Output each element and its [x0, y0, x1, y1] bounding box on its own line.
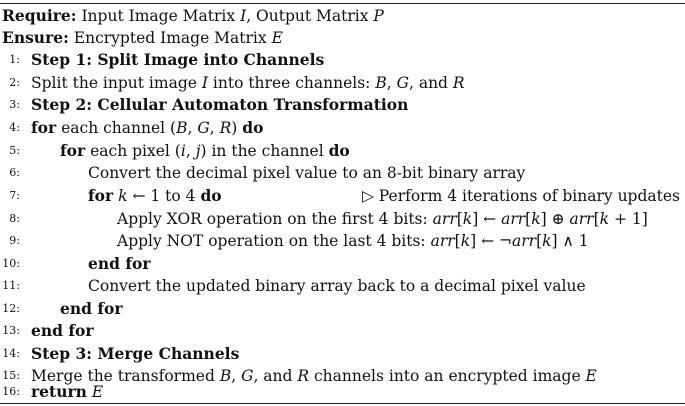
text: Convert the decimal pixel value to an 8-bit binary array: [88, 164, 526, 182]
var: arr: [512, 232, 537, 250]
var: R: [297, 367, 310, 385]
text: ) in the channel: [200, 142, 329, 160]
keyword: for: [31, 118, 57, 137]
keyword: for: [60, 141, 86, 160]
text: ,: [187, 119, 198, 137]
algo-line-14: [0, 342, 685, 366]
line-number: 6:: [9, 166, 20, 179]
keyword: return: [31, 382, 87, 401]
var: arr: [569, 210, 594, 228]
line-number: 12:: [2, 302, 20, 315]
text: [: [536, 232, 543, 250]
keyword: end for: [31, 321, 94, 340]
algo-line-2: [0, 71, 685, 95]
text: each pixel (: [85, 142, 181, 160]
step-3-heading: Step 3: Merge Channels: [31, 344, 240, 363]
line-number: 5:: [9, 144, 20, 157]
text: ← 1 to 4: [127, 187, 201, 205]
algo-line-8: [0, 207, 685, 231]
line-comment: ▷ Perform 4 iterations of binary updates: [361, 187, 680, 205]
text: each channel (: [56, 119, 177, 137]
keyword: do: [200, 186, 222, 205]
text: ,: [386, 74, 397, 92]
keyword: end for: [88, 254, 151, 273]
var: arr: [430, 232, 455, 250]
text: Split the input image: [31, 74, 202, 92]
algo-line-16: [0, 380, 685, 404]
keyword: for: [88, 186, 114, 205]
text: [: [456, 210, 463, 228]
line-number: 3:: [9, 98, 20, 111]
var: G: [396, 74, 409, 92]
algo-line-13: [0, 319, 685, 343]
require-sep: , Output Matrix: [246, 7, 374, 25]
var: k: [542, 232, 552, 250]
var: E: [585, 367, 597, 385]
step-2-heading: Step 2: Cellular Automaton Transformation: [31, 95, 409, 114]
step-1-heading: Step 1: Split Image into Channels: [31, 50, 325, 69]
text: Convert the updated binary array back to a decimal pixel value: [88, 277, 586, 295]
require-line: [0, 4, 685, 28]
ensure-text: Encrypted Image Matrix: [73, 29, 272, 47]
line-number: 14:: [2, 347, 20, 360]
algo-line-12: [0, 297, 685, 321]
var: i: [180, 142, 186, 160]
algo-line-11: [0, 274, 685, 298]
line-number: 4:: [9, 121, 20, 134]
keyword: do: [328, 141, 350, 160]
text: ,: [185, 142, 196, 160]
algo-line-1: [0, 48, 685, 72]
line-number: 8:: [9, 212, 20, 225]
line-number: 1:: [9, 53, 20, 66]
line-number: 11:: [2, 279, 20, 292]
algo-line-7: [0, 184, 685, 208]
text: ] ∧ 1: [551, 232, 589, 250]
text: into three channels:: [207, 74, 376, 92]
line-number: 16:: [2, 385, 20, 398]
text: [: [593, 210, 600, 228]
var: R: [452, 74, 465, 92]
var: G: [241, 367, 254, 385]
var: B: [375, 74, 387, 92]
algo-line-6: [0, 161, 685, 185]
require-var-i: I: [240, 7, 247, 25]
text: , and: [253, 367, 298, 385]
text: Merge the transformed: [31, 367, 220, 385]
line-number: 2:: [9, 76, 20, 89]
var: I: [201, 74, 208, 92]
text: [: [525, 210, 532, 228]
text: ] ⊕: [540, 210, 570, 228]
var: arr: [432, 210, 457, 228]
text: ] ←: [472, 210, 502, 228]
bottom-rule: [0, 403, 685, 404]
ensure-keyword: Ensure:: [2, 28, 69, 47]
text: [: [454, 232, 461, 250]
text: + 1]: [609, 210, 648, 228]
require-keyword: Require:: [2, 6, 77, 25]
algo-line-9: [0, 229, 685, 253]
text: , and: [408, 74, 453, 92]
var: k: [460, 232, 471, 250]
var: k: [599, 210, 610, 228]
text: Apply NOT operation on the last 4 bits:: [117, 232, 431, 250]
require-text: Input Image Matrix: [81, 7, 241, 25]
var: k: [118, 187, 128, 205]
var: R: [219, 119, 232, 137]
text: Apply XOR operation on the first 4 bits:: [117, 210, 433, 228]
text: ): [231, 119, 243, 137]
var: k: [462, 210, 473, 228]
algo-line-3: [0, 93, 685, 117]
require-var-p: P: [373, 7, 384, 25]
text: ,: [209, 119, 220, 137]
text: ,: [231, 367, 242, 385]
var: arr: [501, 210, 526, 228]
line-number: 15:: [2, 369, 20, 382]
ensure-var-e: E: [271, 29, 283, 47]
keyword: end for: [60, 299, 123, 318]
keyword: do: [242, 118, 264, 137]
var: k: [531, 210, 541, 228]
text: channels into an encrypted image: [309, 367, 586, 385]
line-number: 9:: [9, 234, 20, 247]
var: j: [195, 142, 201, 160]
algo-line-10: [0, 252, 685, 276]
line-number: 10:: [2, 257, 20, 270]
var: B: [176, 119, 188, 137]
algo-line-5: [0, 139, 685, 163]
line-number: 13:: [2, 324, 20, 337]
var: E: [91, 383, 104, 401]
algo-line-4: [0, 116, 685, 140]
text: ] ← ¬: [470, 232, 513, 250]
var: B: [219, 367, 232, 385]
var: G: [197, 119, 210, 137]
line-number: 7:: [9, 189, 20, 202]
ensure-line: [0, 26, 685, 50]
